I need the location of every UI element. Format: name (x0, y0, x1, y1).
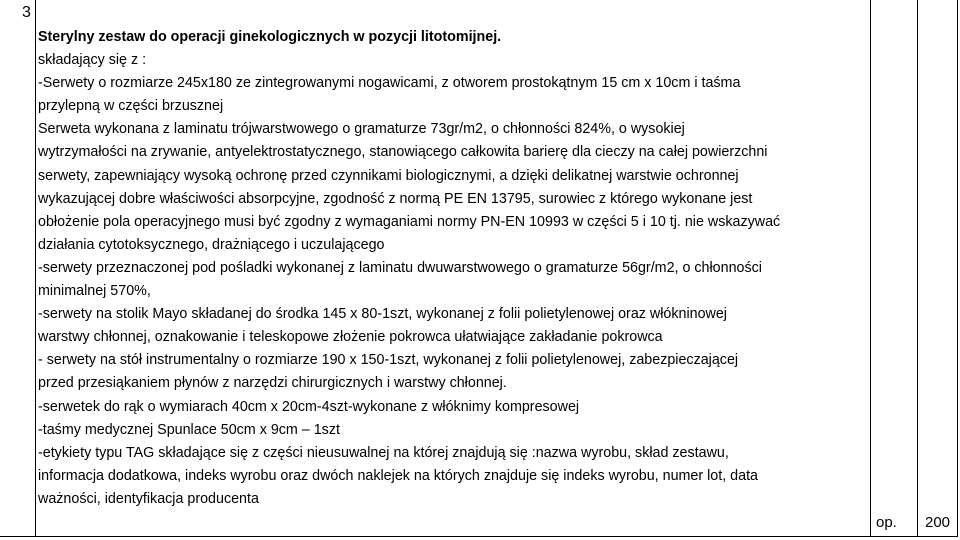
description-line: -serwety na stolik Mayo składanej do środka 145 x 80-1szt, wykonanej z folii polietylenowej oraz włókninowej (38, 306, 727, 323)
row-number: 3 (22, 4, 31, 21)
description-line: wykazującej dobre właściwości absorpcyjne, zgodność z normą PE EN 13795, surowiec z którego wykonane jest (38, 190, 753, 207)
column-divider-unit (870, 0, 871, 536)
description-line: serwety, zapewniający wysoką ochronę przed czynnikami biologicznymi, a dzięki delikatnej warstwie ochronnej (38, 167, 739, 184)
description-line: Serweta wykonana z laminatu trójwarstwowego o gramaturze 73gr/m2, o chłonności 824%, o wysokiej (38, 121, 685, 138)
description-line: przed przesiąkaniem płynów z narzędzi chirurgicznych i warstwy chłonnej. (38, 375, 507, 392)
description-line: wytrzymałości na zrywanie, antyelektrostatycznego, stanowiącego całkowita barierę dla cieczy na całej powierzchni (38, 144, 768, 161)
description-line: ważności, identyfikacja producenta (38, 490, 259, 507)
description-line: -etykiety typu TAG składające się z części nieusuwalnej na której znajdują się :nazwa wyrobu, skład zestawu, (38, 444, 729, 461)
product-title: Sterylny zestaw do operacji ginekologicznych w pozycji litotomijnej. (38, 29, 502, 45)
description-line: -serwety przeznaczonej pod pośladki wykonanej z laminatu dwuwarstwowego o gramaturze 56gr/m2, o chłonności (38, 259, 762, 276)
product-description (38, 26, 870, 511)
column-divider-quantity (917, 0, 918, 536)
quantity-cell: 200 (925, 514, 951, 531)
description-line: - serwety na stół instrumentalny o rozmiarze 190 x 150-1szt, wykonanej z folii polietylenowej, zabezpieczającej (38, 352, 739, 369)
description-line: -Serwety o rozmiarze 245x180 ze zintegrowanymi nogawicami, z otworem prostokątnym 15 cm x 10cm i taśma (38, 75, 741, 92)
description-line: warstwy chłonnej, oznakowanie i teleskopowe złożenie pokrowca ułatwiające zakładanie pokrowca (38, 329, 663, 346)
description-line: obłożenie pola operacyjnego musi być zgodny z wymaganiami normy PN-EN 10993 w części 5 i 10 tj. nie wskazywać (38, 213, 781, 230)
unit-cell: op. (876, 514, 897, 531)
description-line: -serwetek do rąk o wymiarach 40cm x 20cm-4szt-wykonane z włóknimy kompresowej (38, 398, 580, 415)
description-line: informacja dodatkowa, indeks wyrobu oraz dwóch naklejek na których znajduje się indeks wyrobu, numer lot, data (38, 467, 758, 484)
description-line: działania cytotoksycznego, drażniącego i uczulającego (38, 236, 385, 253)
description-line: składający się z : (38, 52, 147, 69)
description-line: minimalnej 570%, (38, 283, 151, 300)
description-line: -taśmy medycznej Spunlace 50cm x 9cm – 1szt (38, 421, 340, 438)
column-divider-number (35, 0, 36, 536)
description-line: przylepną w części brzusznej (38, 98, 224, 115)
